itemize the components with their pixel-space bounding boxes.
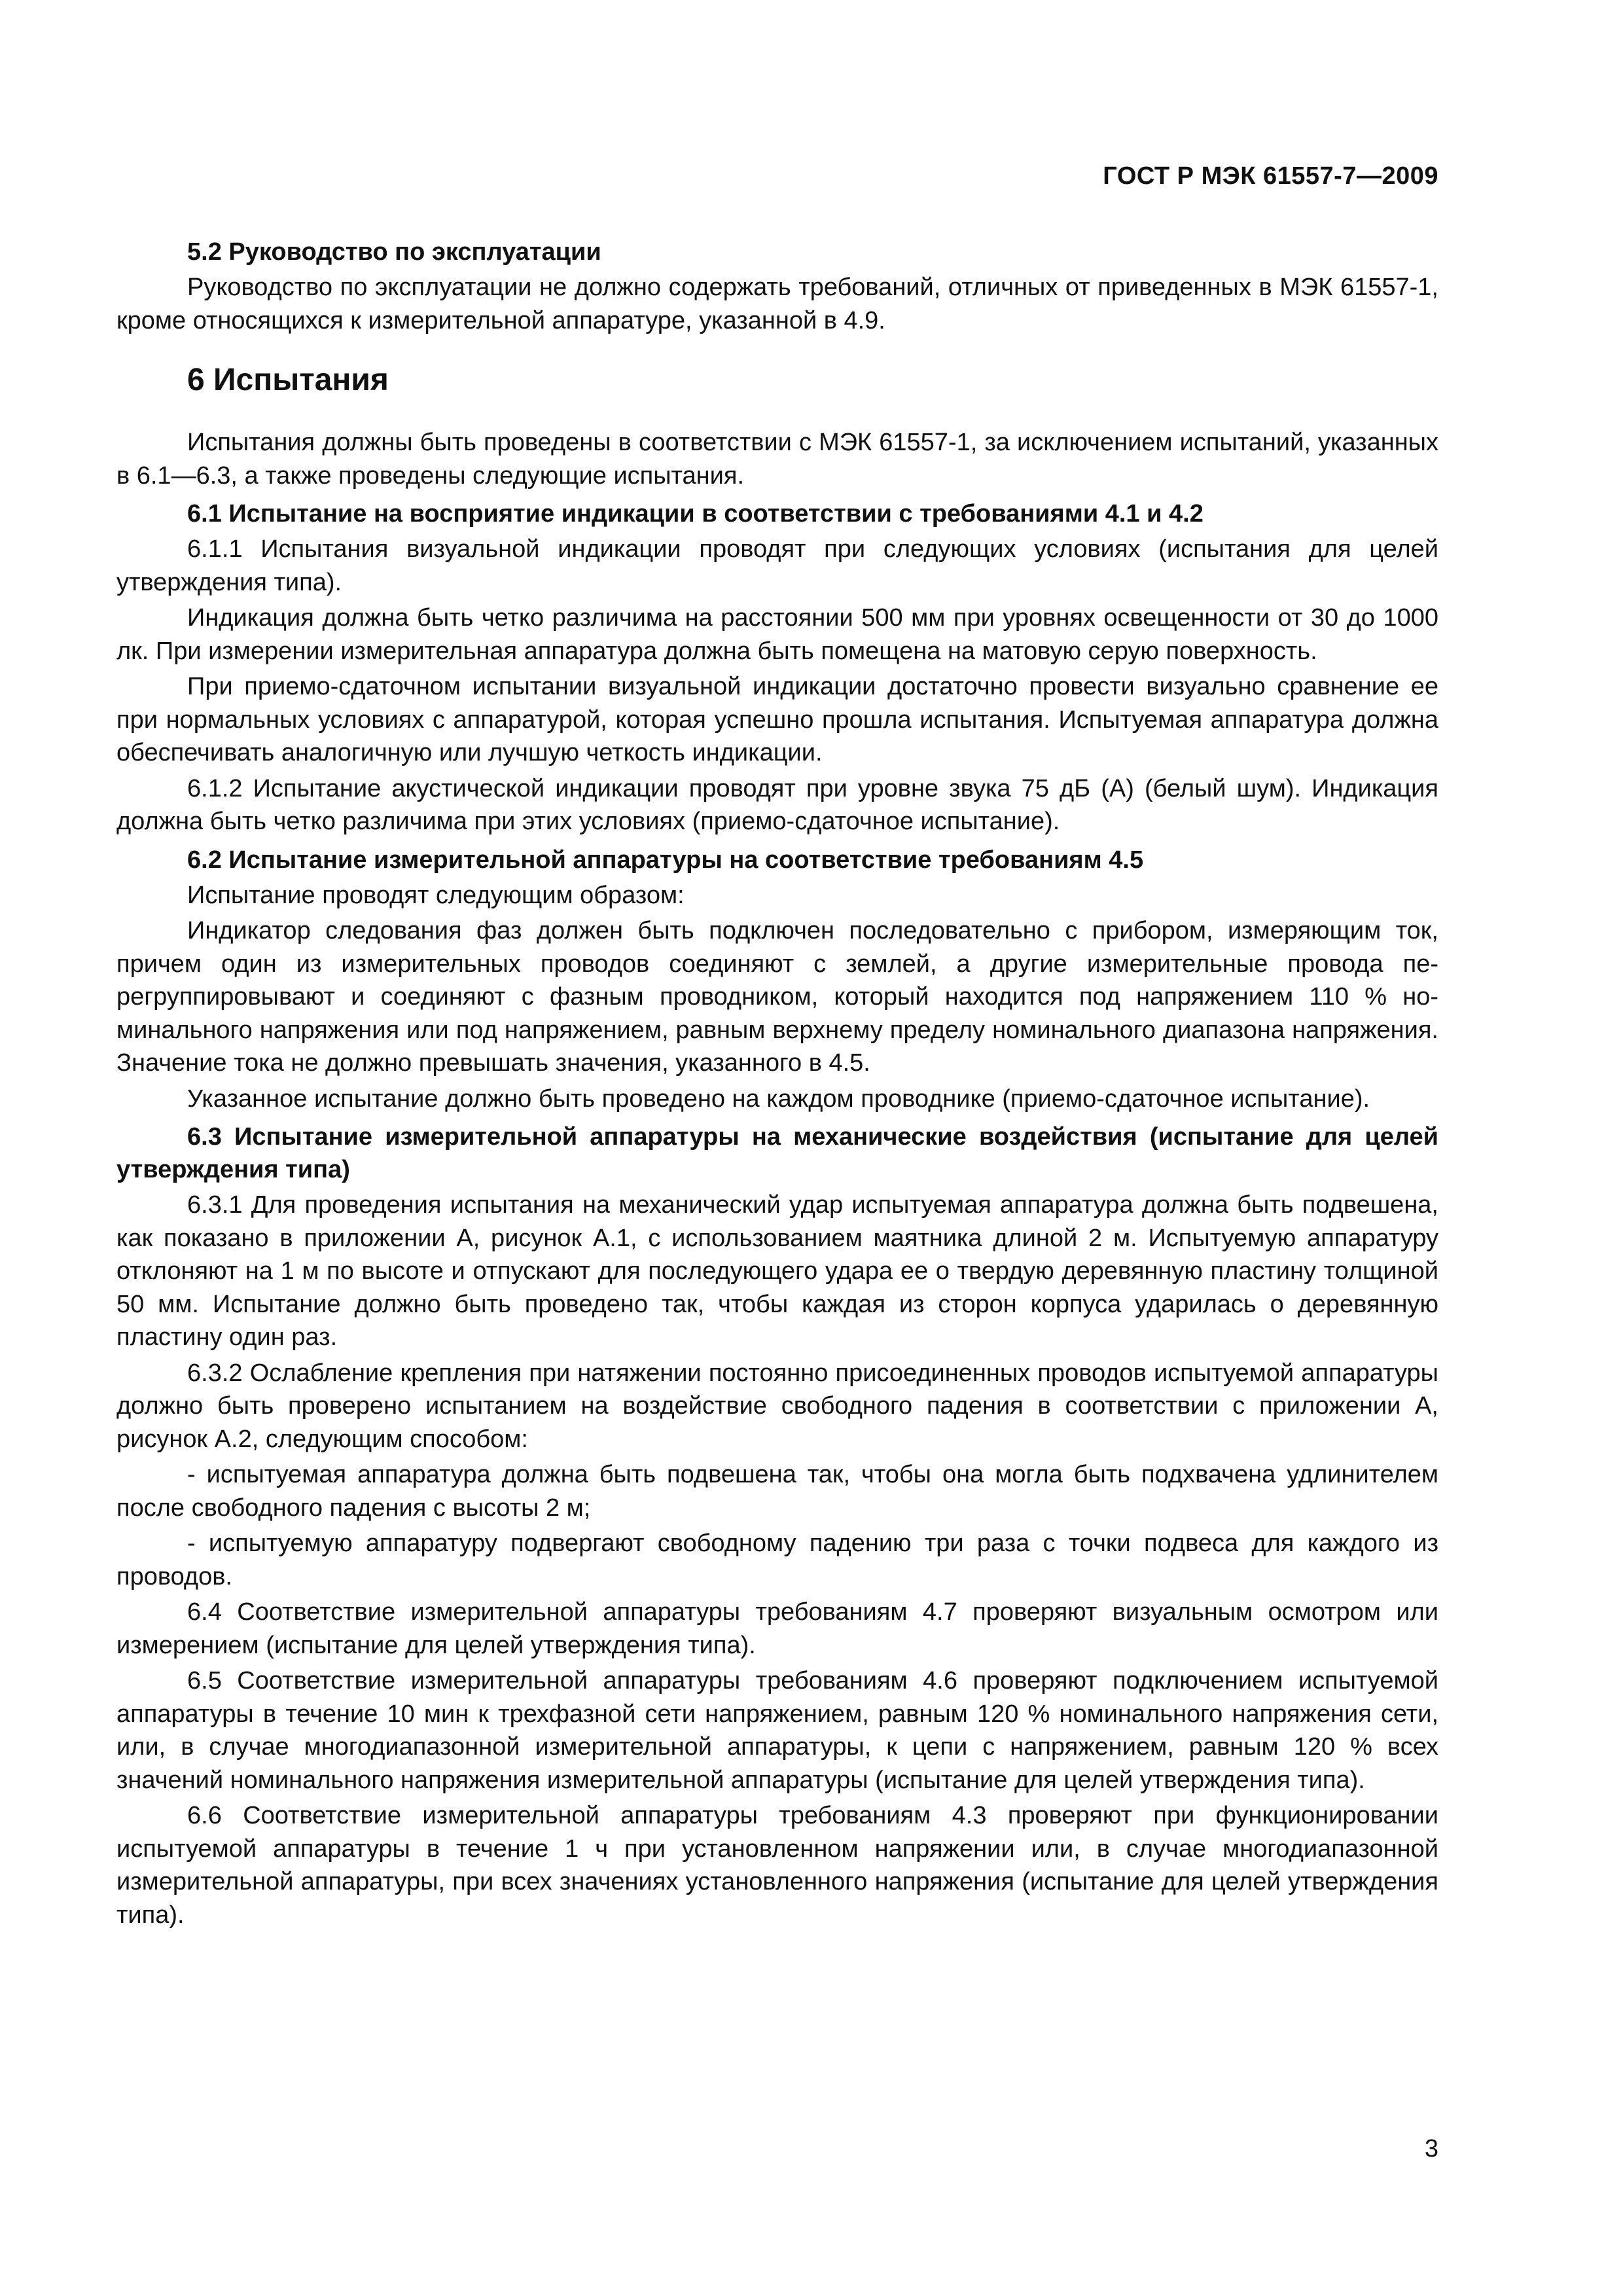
- paragraph-6-6: 6.6 Соответствие измерительной аппаратуры требованиям 4.3 проверяют при функционировании испытуемой аппаратуры в течение 1 ч при установленном напряжении или, в случае многодиапазонной измерительной аппаратуры, при всех значениях установленного напряжения (испытание для целей утверждения типа).: [116, 1802, 1438, 1929]
- document-page: [116, 0, 1438, 2296]
- list-item-6-3-2-a: - испытуемая аппаратура должна быть подвешена так, чтобы она могла быть подхвачена удлинителем после свободного падения с высоты 2 м;: [116, 1461, 1438, 1522]
- paragraph-6-intro: Испытания должны быть проведены в соответствии с МЭК 61557-1, за исключением испытаний, указанных в 6.1—6.3, а также проведены следующие испытания.: [116, 429, 1438, 490]
- paragraph-6-1-1: 6.1.1 Испытания визуальной индикации проводят при следующих условиях (испытания для целей утверждения типа).: [116, 535, 1438, 596]
- document-body: [116, 236, 1438, 1931]
- heading-6: 6 Испытания: [187, 363, 389, 397]
- list-item-6-3-2-b: - испытуемую аппаратуру подвергают свободному падению три раза с точки подвеса для каждого из проводов.: [116, 1530, 1438, 1590]
- paragraph-6-1-2: 6.1.2 Испытание акустической индикации проводят при уровне звука 75 дБ (А) (белый шум). Индикация должна быть четко различима при этих условиях (приемо-сдаточное испытание).: [116, 774, 1438, 835]
- heading-6-1: 6.1 Испытание на восприятие индикации в соответствии с требованиями 4.1 и 4.2: [187, 500, 1204, 528]
- paragraph-6-2-b: Индикатор следования фаз должен быть подключен последовательно с прибором, измеряющим ток, причем один из измерительных проводов соединяют с землей, а другие измерительные провода перегруппировывают и соединяют с фазным проводником, который находится под напряжением 110 % номинального напряжения или под напряжением, равным верхнему пределу номинального диапазона напряжения. Значение тока не должно превышать значения, указанного в 4.5.: [116, 917, 1438, 1077]
- paragraph-6-5: 6.5 Соответствие измерительной аппаратуры требованиям 4.6 проверяют подключением испытуемой аппаратуры в течение 10 мин к трехфазной сети напряжением, равным 120 % номинального напряжения сети, или, в случае многодиапазонной измерительной аппаратуры, к цепи с напряжением, равным 120 % всех значений номинального напряжения измерительной аппаратуры (испытание для целей утверждения типа).: [116, 1667, 1438, 1794]
- paragraph-6-4: 6.4 Соответствие измерительной аппаратуры требованиям 4.7 проверяют визуальным осмотром или измерением (испытание для целей утверждения типа).: [116, 1598, 1438, 1659]
- paragraph-6-3-2: 6.3.2 Ослабление крепления при натяжении постоянно присоединенных проводов испытуемой аппаратуры должно быть проверено испытанием на воздействие свободного падения в соответствии с приложении А, рисунок А.2, следующим способом:: [116, 1359, 1438, 1453]
- paragraph-6-3-1: 6.3.1 Для проведения испытания на механический удар испытуемая аппаратура должна быть подвешена, как показано в приложении А, рисунок А.1, с использованием маятника длиной 2 м. Испытуемую аппаратуру отклоняют на 1 м по высоте и отпускают для последующего удара ее о твердую деревянную пластину толщиной 50 мм. Испытание должно быть проведено так, чтобы каждая из сторон корпуса ударилась о деревянную пластину один раз.: [116, 1191, 1438, 1351]
- heading-6-3: 6.3 Испытание измерительной аппаратуры на механические воздействия (испытание для целей утверждения типа): [116, 1123, 1438, 1183]
- paragraph-6-2-c: Указанное испытание должно быть проведено на каждом проводнике (приемо-сдаточное испытание).: [187, 1085, 1370, 1113]
- paragraph-6-1-1-c: При приемо-сдаточном испытании визуальной индикации достаточно провести визуально сравнение ее при нормальных условиях с аппаратурой, которая успешно прошла испытания. Испытуемая аппаратура должна обеспечивать аналогичную или лучшую четкость индикации.: [116, 673, 1438, 766]
- paragraph-6-2-a: Испытание проводят следующим образом:: [187, 881, 685, 909]
- heading-5-2: 5.2 Руководство по эксплуатации: [187, 238, 601, 266]
- paragraph-6-1-1-b: Индикация должна быть четко различима на расстоянии 500 мм при уровнях освещенности от 30 до 1000 лк. При измерении измерительная аппаратура должна быть помещена на матовую серую поверхность.: [116, 604, 1438, 665]
- paragraph-5-2: Руководство по эксплуатации не должно содержать требований, отличных от приведенных в МЭК 61557-1, кроме относящихся к измерительной аппаратуре, указанной в 4.9.: [116, 274, 1438, 334]
- document-code-header: ГОСТ Р МЭК 61557-7—2009: [1103, 162, 1438, 190]
- page-number: 3: [1424, 2135, 1438, 2162]
- heading-6-2: 6.2 Испытание измерительной аппаратуры на соответствие требованиям 4.5: [187, 846, 1144, 874]
